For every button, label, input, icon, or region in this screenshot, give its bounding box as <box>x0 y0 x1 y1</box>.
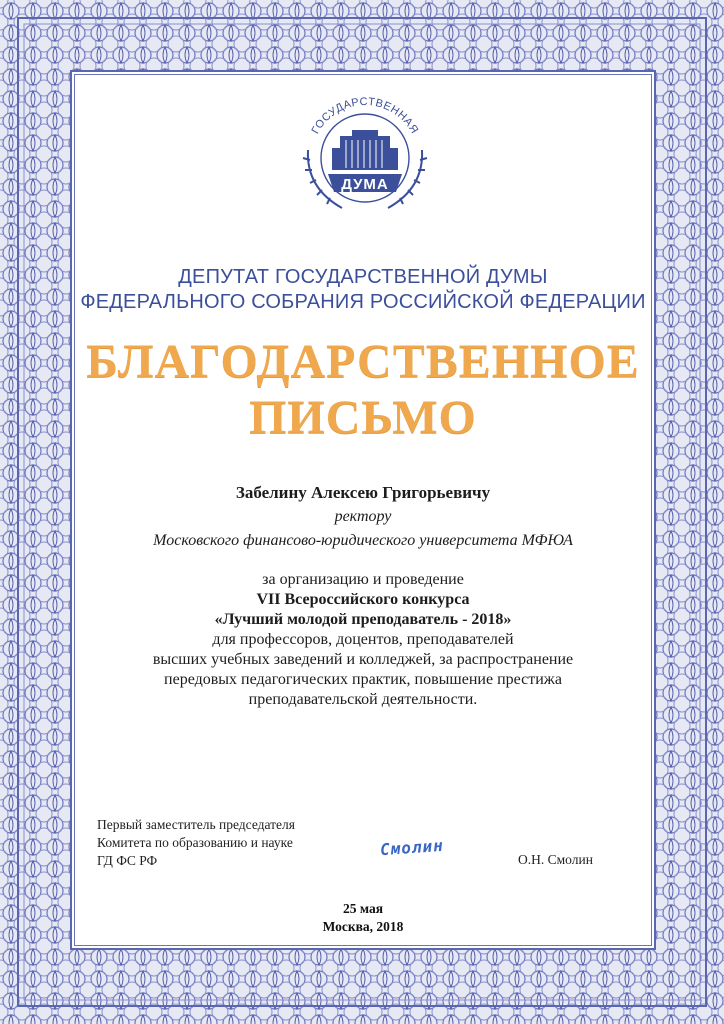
letter-body <box>70 570 656 710</box>
emblem-banner-text: ДУМА <box>341 176 389 193</box>
signer-position-line1: Первый заместитель председателя <box>97 817 295 832</box>
body-line5: высших учебных заведений и колледжей, за распространение <box>152 651 574 668</box>
handwritten-signature: Смолин <box>379 835 445 860</box>
body-line2: VII Всероссийского конкурса <box>256 591 470 608</box>
deputy-header-line1: ДЕПУТАТ ГОСУДАРСТВЕННОЙ ДУМЫ <box>178 266 548 288</box>
signer-name: О.Н. Смолин <box>518 852 593 867</box>
title-line2: ПИСЬМО <box>249 391 477 444</box>
recipient-organization: Московского финансово-юридического университета МФЮА <box>153 532 573 549</box>
document-title <box>70 334 656 446</box>
recipient-role: ректору <box>334 508 392 525</box>
deputy-header-line2: ФЕДЕРАЛЬНОГО СОБРАНИЯ РОССИЙСКОЙ ФЕДЕРАЦИИ <box>80 291 646 313</box>
body-line3: «Лучший молодой преподаватель - 2018» <box>214 611 512 628</box>
place-year: Москва, 2018 <box>322 919 404 934</box>
building-icon <box>332 130 398 170</box>
signer-position <box>97 816 295 870</box>
emblem-arc-text: ГОСУДАРСТВЕННАЯ <box>309 96 421 137</box>
signer-position-line3: ГД ФС РФ <box>97 853 158 868</box>
recipient-name: Забелину Алексею Григорьевичу <box>235 483 491 502</box>
signer-position-line2: Комитета по образованию и науке <box>97 835 293 850</box>
body-line6: передовых педагогических практик, повышение престижа <box>164 671 562 688</box>
body-line1: за организацию и проведение <box>262 571 464 588</box>
state-duma-emblem <box>290 96 440 226</box>
body-line4: для профессоров, доцентов, преподавателей <box>212 631 514 648</box>
body-line7: преподавательской деятельности. <box>248 691 478 708</box>
recipient-block <box>70 481 656 553</box>
date-place <box>70 900 656 936</box>
deputy-header <box>70 265 656 315</box>
title-line1: БЛАГОДАРСТВЕННОЕ <box>86 335 640 388</box>
date: 25 мая <box>342 901 384 916</box>
